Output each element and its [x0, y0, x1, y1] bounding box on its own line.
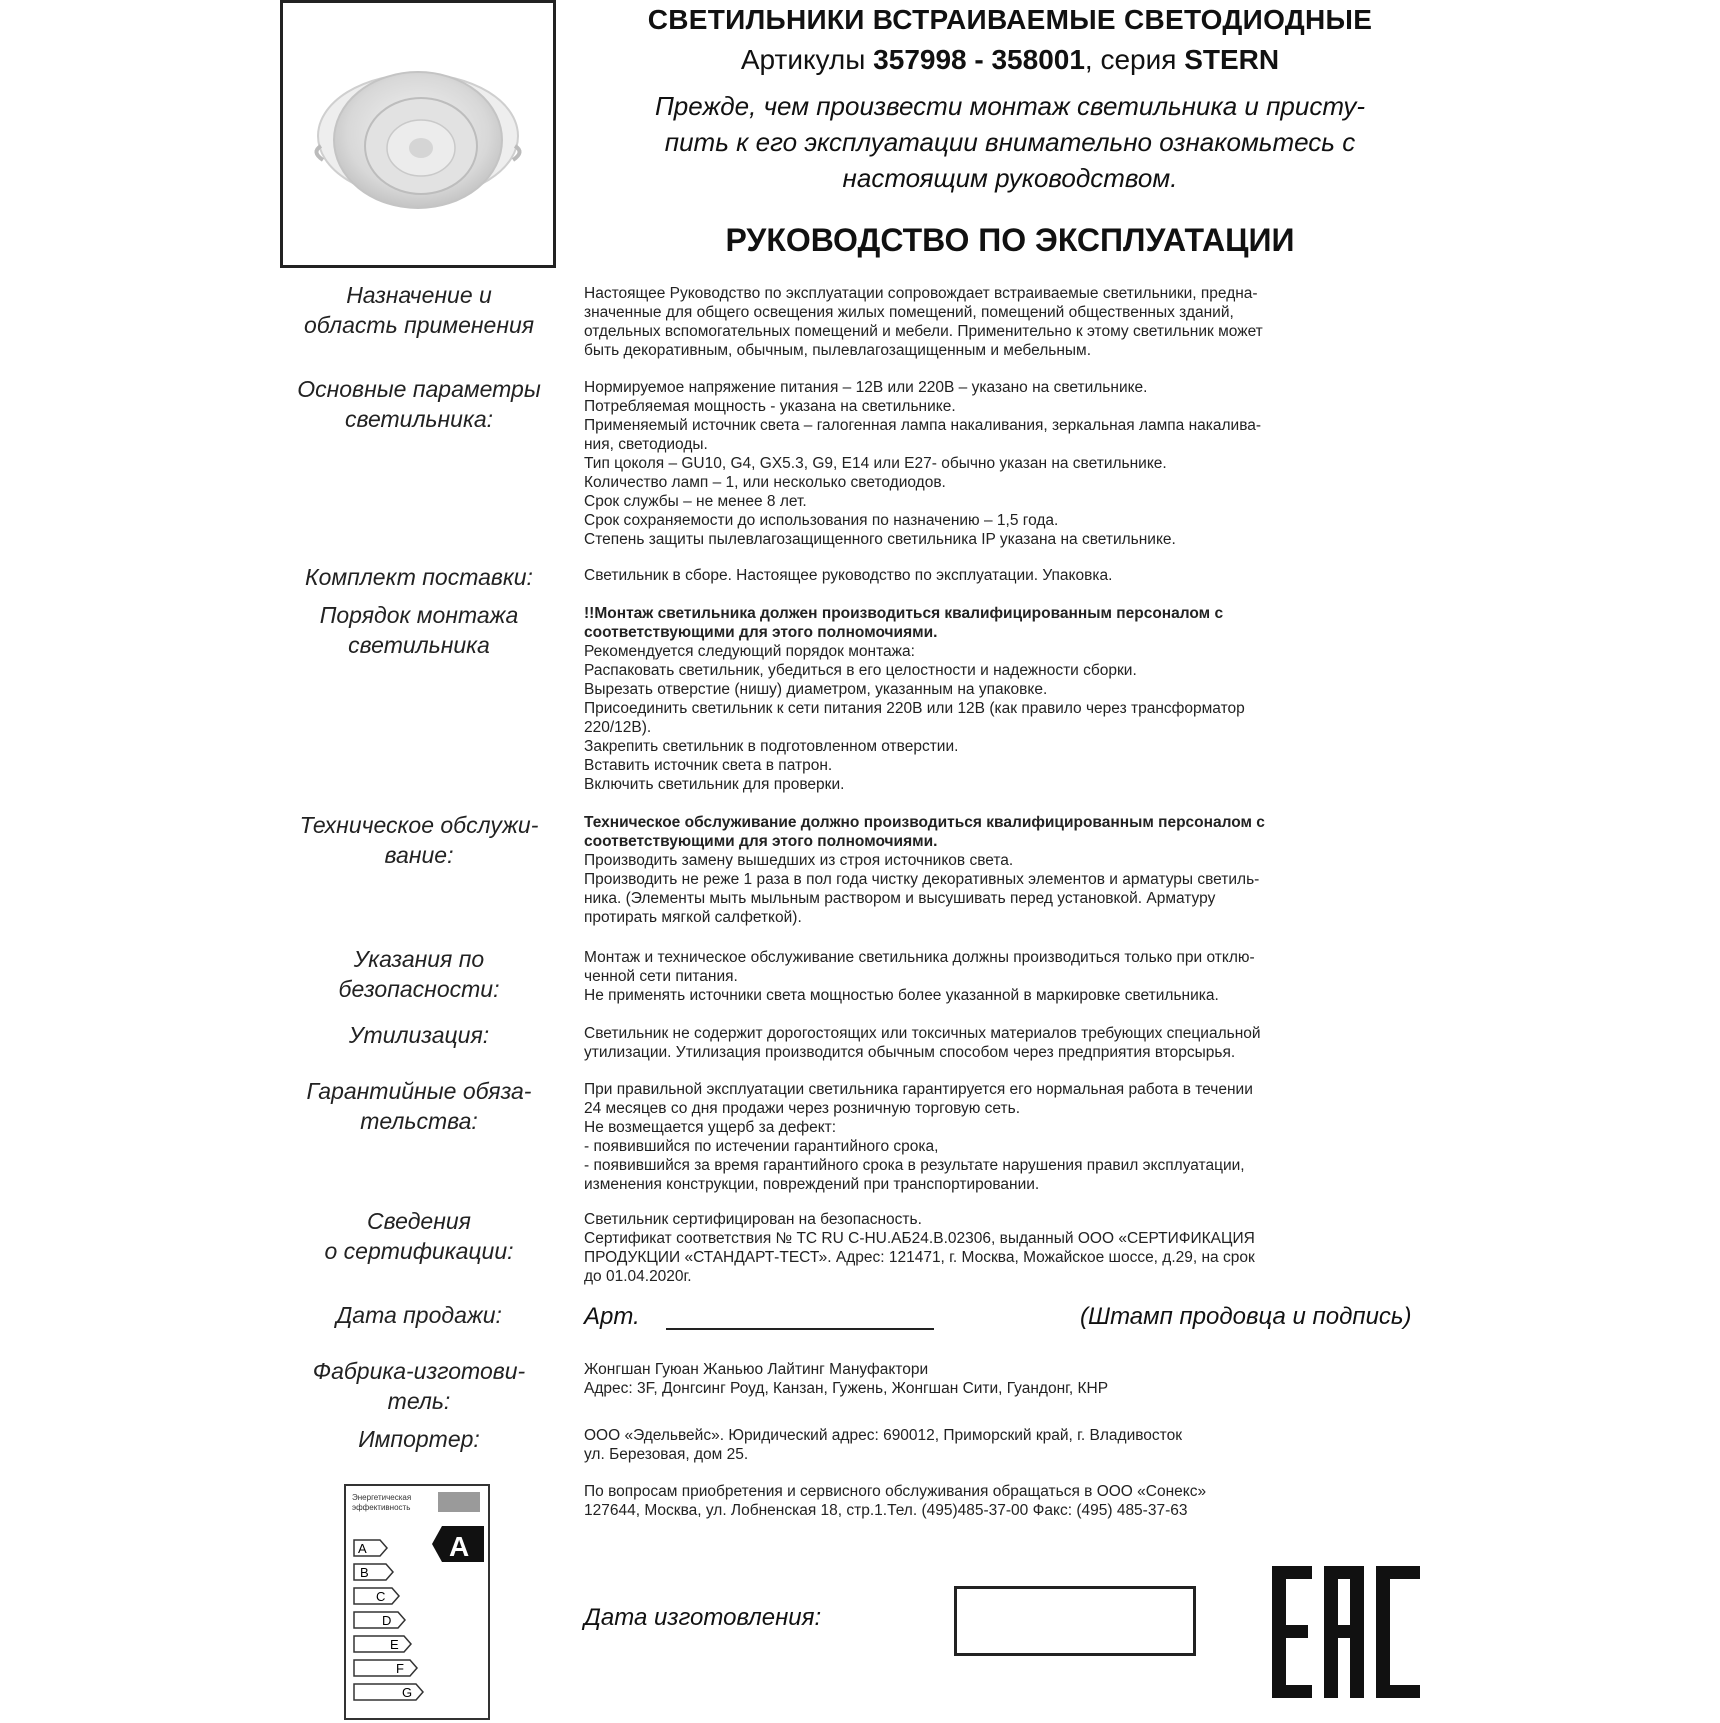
section-text-disposal: [584, 1024, 1434, 1062]
energy-rating: A: [449, 1531, 470, 1562]
section-label-maintenance: [278, 810, 560, 870]
energy-class: A: [358, 1541, 367, 1556]
text-line: утилизации. Утилизация производится обычным способом через предприятия вторсырья.: [584, 1044, 1236, 1061]
text-line: Срок службы – не менее 8 лет.: [584, 493, 807, 510]
text-line: Срок сохраняемости до использования по назначению – 1,5 года.: [584, 512, 1059, 529]
label-line: Сведения: [367, 1208, 471, 1234]
text-line: быть декоративным, обычным, пылевлагозащищенным и мебельным.: [584, 342, 1092, 359]
text-line: ния, светодиоды.: [584, 436, 708, 453]
label-line: Порядок монтажа: [319, 602, 519, 628]
label-line: Комплект поставки:: [305, 564, 533, 590]
energy-class: G: [402, 1685, 413, 1700]
text-line: Вставить источник света в патрон.: [584, 757, 833, 774]
text-line: Включить светильник для проверки.: [584, 776, 845, 793]
energy-label-graphic: [346, 1486, 488, 1718]
bold-line: соответствующими для этого полномочиями.: [584, 624, 938, 641]
seller-stamp-label: (Штамп продовца и подпись): [1080, 1303, 1412, 1330]
section-label-certification: [278, 1206, 560, 1266]
article-numbers: 357998 - 358001: [873, 44, 1085, 75]
series-name: STERN: [1184, 44, 1280, 75]
section-text-purpose: [584, 284, 1434, 360]
label-line: область применения: [303, 312, 535, 338]
label-line: Назначение и: [346, 282, 492, 308]
eac-logo: [1272, 1566, 1420, 1698]
label-line: о сертификации:: [324, 1238, 514, 1264]
section-label-warranty: [278, 1076, 560, 1136]
text-line: Монтаж и техническое обслуживание светильника должны производиться только при отклю-: [584, 949, 1255, 966]
section-label-importer: [278, 1424, 560, 1454]
energy-header-line: Энергетическая: [352, 1493, 412, 1502]
section-text-safety: [584, 948, 1434, 1005]
label-line: Утилизация:: [348, 1022, 490, 1048]
text-line: - появившийся по истечении гарантийного срока,: [584, 1138, 939, 1155]
text-line: - появившийся за время гарантийного срока в результате нарушения правил эксплуатации,: [584, 1157, 1245, 1174]
sale-article-label: Арт.: [584, 1303, 640, 1330]
energy-rating-arrow: [432, 1526, 484, 1562]
sale-article-field[interactable]: [666, 1328, 934, 1330]
text-line: Степень защиты пылевлагозащищенного светильника IP указана на светильнике.: [584, 531, 1176, 548]
text-line: Производить замену вышедших из строя источников света.: [584, 852, 1014, 869]
section-label-manufacturer: [278, 1356, 560, 1416]
text-line: Распаковать светильник, убедиться в его целостности и надежности сборки.: [584, 662, 1137, 679]
energy-efficiency-label: [344, 1484, 490, 1720]
text-line: Светильник сертифицирован на безопасность.: [584, 1211, 922, 1228]
section-label-sale-date: [278, 1300, 560, 1330]
text-line: По вопросам приобретения и сервисного обслуживания обращаться в ООО «Сонекс»: [584, 1483, 1207, 1500]
text-line: Светильник не содержит дорогостоящих или токсичных материалов требующих специальной: [584, 1025, 1261, 1042]
text-line: Производить не реже 1 раза в пол года чистку декоративных элементов и арматуры светиль-: [584, 871, 1260, 888]
label-line: светильника:: [344, 406, 494, 432]
article-line: [580, 44, 1440, 76]
series-prefix: , серия: [1084, 44, 1185, 75]
text-line: Рекомендуется следующий порядок монтажа:: [584, 643, 915, 660]
text-line: Вырезать отверстие (нишу) диаметром, указанным на упаковке.: [584, 681, 1048, 698]
text-line: Тип цоколя – GU10, G4, GX5.3, G9, E14 или E27- обычно указан на светильнике.: [584, 455, 1167, 472]
manufacture-date-label: Дата изготовления:: [584, 1604, 822, 1631]
text-line: до 01.04.2020г.: [584, 1268, 692, 1285]
section-text-maintenance: [584, 813, 1434, 927]
product-title: СВЕТИЛЬНИКИ ВСТРАИВАЕМЫЕ СВЕТОДИОДНЫЕ: [647, 4, 1373, 35]
text-line: ООО «Эдельвейс». Юридический адрес: 690012, Приморский край, г. Владивосток: [584, 1427, 1183, 1444]
warning-text: [580, 88, 1440, 196]
bold-line: Техническое обслуживание должно производиться квалифицированным персоналом с: [584, 814, 1265, 831]
section-label-purpose: [278, 280, 560, 340]
text-line: ченной сети питания.: [584, 968, 738, 985]
section-label-safety: [278, 944, 560, 1004]
label-line: Импортер:: [358, 1426, 480, 1452]
label-line: Фабрика-изготови-: [312, 1358, 526, 1384]
text-line: ПРОДУКЦИИ «СТАНДАРТ-ТЕСТ». Адрес: 121471, г. Москва, Можайское шоссе, д.29, на срок: [584, 1249, 1255, 1266]
energy-class: E: [390, 1637, 399, 1652]
eac-mark: [1272, 1566, 1420, 1703]
energy-class: C: [376, 1589, 386, 1604]
text-line: Не применять источники света мощностью более указанной в маркировке светильника.: [584, 987, 1219, 1004]
text-line: Не возмещается ущерб за дефект:: [584, 1119, 837, 1136]
text-line: значенные для общего освещения жилых помещений, помещений общественных зданий,: [584, 304, 1234, 321]
energy-class: F: [396, 1661, 404, 1676]
energy-class: B: [360, 1565, 369, 1580]
section-text-manufacturer: [584, 1360, 1434, 1398]
manufacture-date-box[interactable]: [954, 1586, 1196, 1656]
text-line: Применяемый источник света – галогенная лампа накаливания, зеркальная лампа накалива-: [584, 417, 1262, 434]
label-line: Указания по: [353, 946, 485, 972]
text-line: протирать мягкой салфеткой).: [584, 909, 802, 926]
section-text-package: [584, 566, 1434, 585]
text-line: Настоящее Руководство по эксплуатации сопровождает встраиваемые светильники, предна-: [584, 285, 1258, 302]
downlight-image: [293, 14, 543, 254]
energy-class-arrows: [354, 1540, 423, 1700]
text-line: 24 месяцев со дня продажи через розничную торговую сеть.: [584, 1100, 1021, 1117]
section-text-installation: [584, 604, 1434, 794]
section-text-service: [584, 1482, 1434, 1520]
text-line: Жонгшан Гуюан Жаньюо Лайтинг Мануфактори: [584, 1361, 929, 1378]
label-line: Гарантийные обяза-: [306, 1078, 532, 1104]
manual-title: РУКОВОДСТВО ПО ЭКСПЛУАТАЦИИ: [725, 222, 1295, 258]
text-line: ул. Березовая, дом 25.: [584, 1446, 749, 1463]
text-line: Адрес: 3F, Донгсинг Роуд, Канзан, Гужень, Жонгшан Сити, Гуандонг, КНР: [584, 1380, 1109, 1397]
label-line: Дата продажи:: [336, 1302, 502, 1328]
section-text-certification: [584, 1210, 1434, 1286]
text-line: 220/12В).: [584, 719, 652, 736]
label-line: безопасности:: [338, 976, 500, 1002]
label-line: вание:: [384, 842, 454, 868]
text-line: ника. (Элементы мыть мыльным раствором и высушивать перед установкой. Арматуру: [584, 890, 1216, 907]
text-line: Присоединить светильник к сети питания 220В или 12В (как правило через трансформатор: [584, 700, 1245, 717]
bold-line: !!Монтаж светильника должен производиться квалифицированным персоналом с: [584, 605, 1224, 622]
text-line: Количество ламп – 1, или несколько светодиодов.: [584, 474, 946, 491]
label-line: Техническое обслужи-: [299, 812, 539, 838]
section-text-importer: [584, 1426, 1434, 1464]
label-line: Основные параметры: [297, 376, 541, 402]
text-line: При правильной эксплуатации светильника гарантируется его нормальная работа в течении: [584, 1081, 1253, 1098]
section-label-parameters: [278, 374, 560, 434]
text-line: Сертификат соответствия № ТС RU C-HU.АБ24.В.02306, выданный ООО «СЕРТИФИКАЦИЯ: [584, 1230, 1255, 1247]
label-line: тельства:: [360, 1108, 478, 1134]
articles-prefix: Артикулы: [740, 44, 874, 75]
text-line: 127644, Москва, ул. Лобненская 18, стр.1.Тел. (495)485-37-00 Факс: (495) 485-37-63: [584, 1502, 1188, 1519]
label-line: тель:: [387, 1388, 451, 1414]
text-line: Потребляемая мощность - указана на светильнике.: [584, 398, 956, 415]
text-line: Нормируемое напряжение питания – 12В или 220В – указано на светильнике.: [584, 379, 1148, 396]
section-label-installation: [278, 600, 560, 660]
section-text-warranty: [584, 1080, 1434, 1194]
text-line: изменения конструкции, повреждений при транспортировании.: [584, 1176, 1040, 1193]
warning-line: Прежде, чем произвести монтаж светильника и присту-: [654, 91, 1366, 121]
bold-line: соответствующими для этого полномочиями.: [584, 833, 938, 850]
text-line: Светильник в сборе. Настоящее руководство по эксплуатации. Упаковка.: [584, 567, 1113, 584]
energy-header-line: эффективность: [352, 1503, 411, 1512]
energy-class: D: [382, 1613, 392, 1628]
warning-line: настоящим руководством.: [842, 163, 1178, 193]
label-line: светильника: [348, 632, 490, 658]
section-label-package: [278, 562, 560, 592]
text-line: Закрепить светильник в подготовленном отверстии.: [584, 738, 959, 755]
section-label-disposal: [278, 1020, 560, 1050]
text-line: отдельных вспомогательных помещений и мебели. Применительно к этому светильник может: [584, 323, 1263, 340]
section-text-parameters: [584, 378, 1434, 549]
warning-line: пить к его эксплуатации внимательно ознакомьтесь с: [664, 127, 1356, 157]
product-photo: [280, 0, 556, 268]
